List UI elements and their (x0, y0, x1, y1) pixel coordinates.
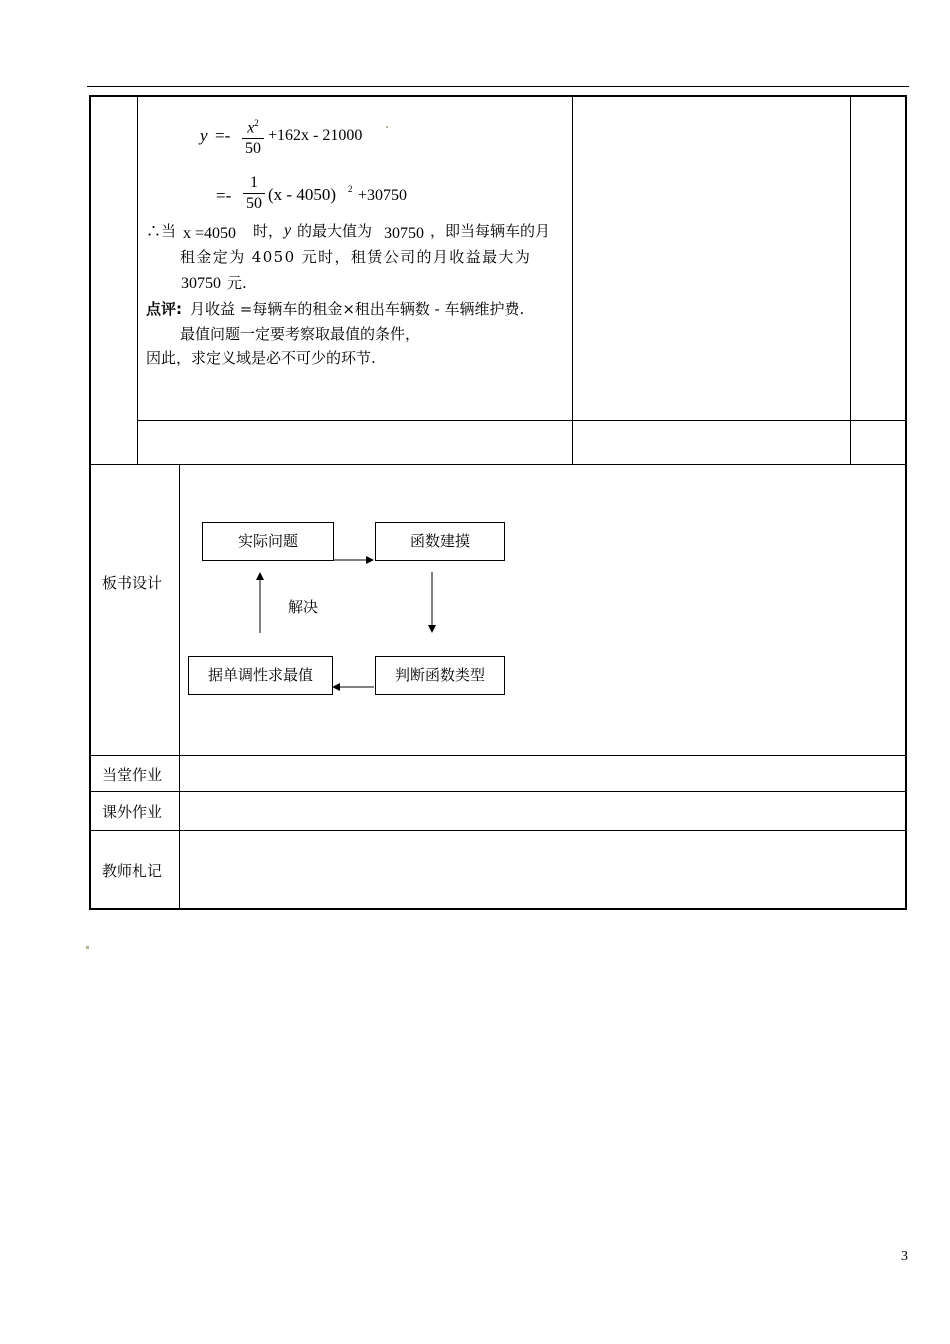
math-paren-exponent: 2 (348, 184, 353, 194)
conclusion-x-value: x =4050 (183, 225, 237, 242)
frac-denominator: 50 (245, 140, 261, 158)
comment-line2: 最值问题一定要考察取最值的条件， (180, 325, 421, 343)
comment-line3: 因此，求定义域是必不可少的环节. (146, 349, 376, 367)
box-determine-function-type: 判断函数类型 (375, 656, 505, 695)
classwork-label: 当堂作业 (102, 766, 163, 784)
frac-numerator: x (247, 119, 255, 137)
conclusion-when: 时， (253, 222, 284, 240)
math-line2-rest: +30750 (358, 187, 408, 204)
comment-line1: 月收益 =每辆车的租金×租出车辆数 - 车辆维护费. (190, 300, 525, 318)
solve-label: 解决 (288, 598, 319, 616)
conclusion-y-var: y (284, 222, 292, 239)
conclusion-therefore: ∴当 (146, 222, 177, 240)
conclusion-line3-value: 30750 (181, 275, 221, 292)
math-paren-term: (x - 4050) (268, 185, 336, 204)
board-design-label: 板书设计 (102, 574, 163, 592)
conclusion-max-value: 30750 (384, 225, 424, 242)
frac2-denominator: 50 (246, 195, 262, 212)
homework-label: 课外作业 (102, 803, 163, 821)
math-line1-rest: +162x - 21000 (268, 127, 363, 144)
math-equals-minus-1: =- (215, 126, 231, 145)
artifact-dot-2 (86, 946, 89, 949)
conclusion-line1-end: ，即当每辆车的月 (430, 222, 551, 240)
conclusion-max-label: 的最大值为 (297, 222, 373, 240)
page-number: 3 (901, 1249, 908, 1264)
math-y-var: y (200, 126, 208, 145)
teacher-notes-label: 教师札记 (102, 862, 163, 880)
box-monotonicity-extremum: 据单调性求最值 (188, 656, 333, 695)
math-equals-minus-2: =- (216, 186, 232, 205)
comment-label: 点评: (146, 300, 182, 318)
box-function-modeling: 函数建摸 (375, 522, 505, 561)
box-practical-problem: 实际问题 (202, 522, 334, 561)
frac2-numerator: 1 (250, 174, 258, 191)
conclusion-line2: 租金定为 4050 元时，租赁公司的月收益最大为 (180, 248, 532, 266)
conclusion-line3-end: 元. (227, 274, 247, 292)
frac-exponent: 2 (254, 118, 259, 128)
